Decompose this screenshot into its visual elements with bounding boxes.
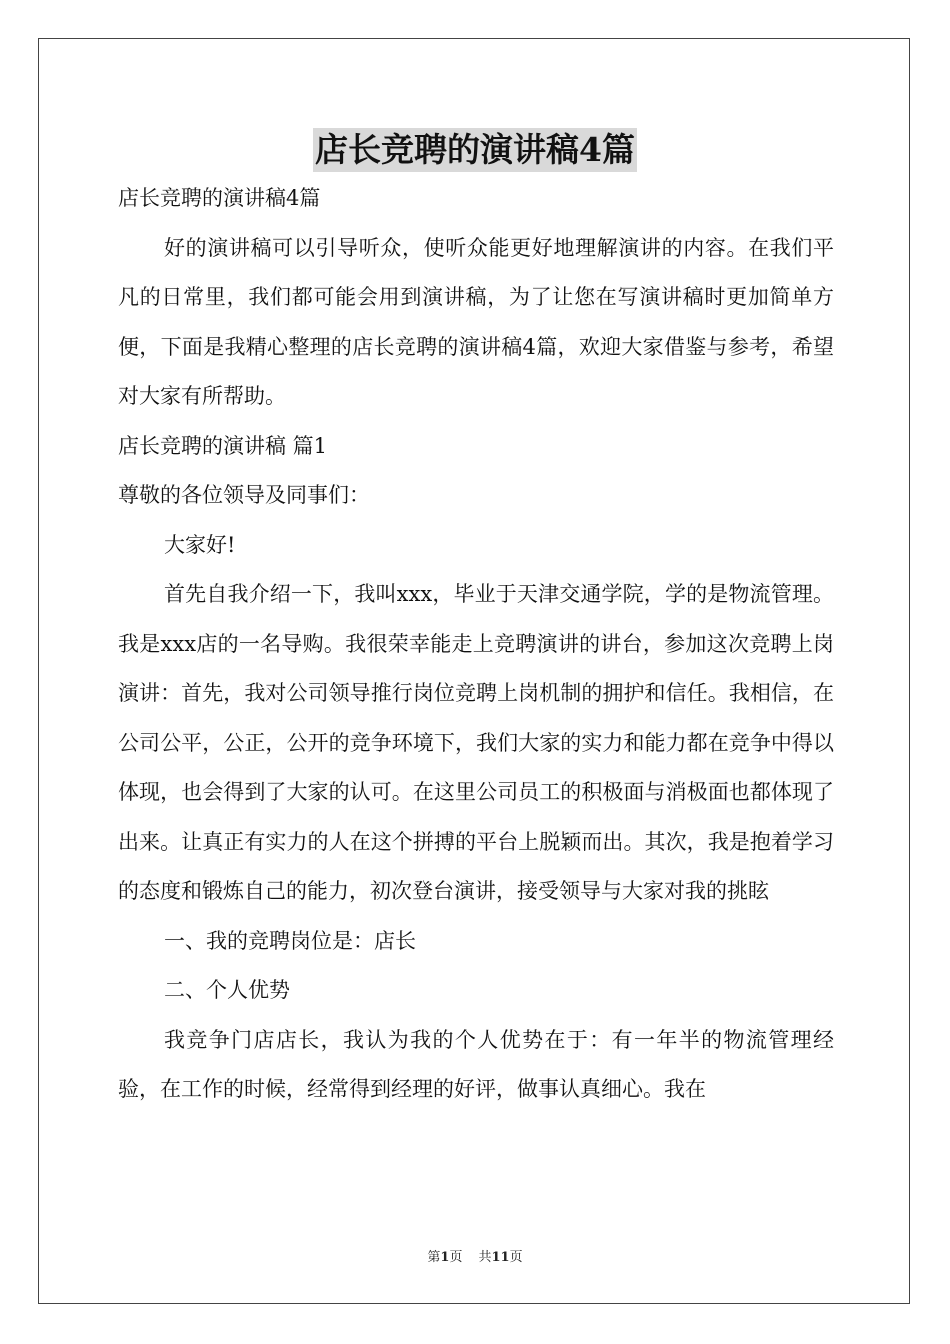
section-heading: 店长竞聘的演讲稿 篇1: [118, 433, 328, 458]
page-total: 11: [491, 1250, 510, 1265]
paragraph: 我竞争门店店长，我认为我的个人优势在于：有一年半的物流管理经验，在工作的时候，经常得到经理的好评，做事认真细心。我在: [118, 1027, 834, 1101]
total-prefix: 共: [478, 1250, 492, 1265]
paragraph: 店长竞聘的演讲稿4篇: [118, 186, 321, 210]
title-container: [0, 128, 950, 172]
paragraph: 首先自我介绍一下，我叫xxx，毕业于天津交通学院，学的是物流管理。我是xxx店的一名导购。我很荣幸能走上竞聘演讲的讲台，参加这次竞聘上岗演讲：首先，我对公司领导推行岗位竞聘上岗机制的拥护和信任。我相信，在公司公平，公正，公开的竞争环境下，我们大家的实力和能力都在竞争中得以体现，也会得到了大家的认可。在这里公司员工的积极面与消极面也都体现了出来。让真正有实力的人在这个拼搏的平台上脱颖而出。其次，我是抱着学习的态度和锻炼自己的能力，初次登台演讲，接受领导与大家对我的挑眩: [118, 582, 834, 903]
total-suffix: 页: [509, 1250, 523, 1265]
paragraph: 一、我的竞聘岗位是：店长: [164, 928, 416, 953]
document-title: 店长竞聘的演讲稿4篇: [313, 128, 637, 172]
paragraph: 好的演讲稿可以引导听众，使听众能更好地理解演讲的内容。在我们平凡的日常里，我们都可能会用到演讲稿，为了让您在写演讲稿时更加简单方便，下面是我精心整理的店长竞聘的演讲稿4篇，欢迎大家借鉴与参考，希望对大家有所帮助。: [118, 235, 834, 408]
page-footer: [0, 1246, 950, 1265]
document-body: [118, 174, 834, 1115]
page-current: 1: [440, 1250, 450, 1265]
paragraph: 二、个人优势: [164, 978, 290, 1002]
salutation: 尊敬的各位领导及同事们：: [118, 483, 370, 507]
greeting: 大家好!: [164, 532, 236, 557]
page-suffix: 页: [449, 1250, 463, 1265]
page-prefix: 第: [427, 1250, 441, 1265]
